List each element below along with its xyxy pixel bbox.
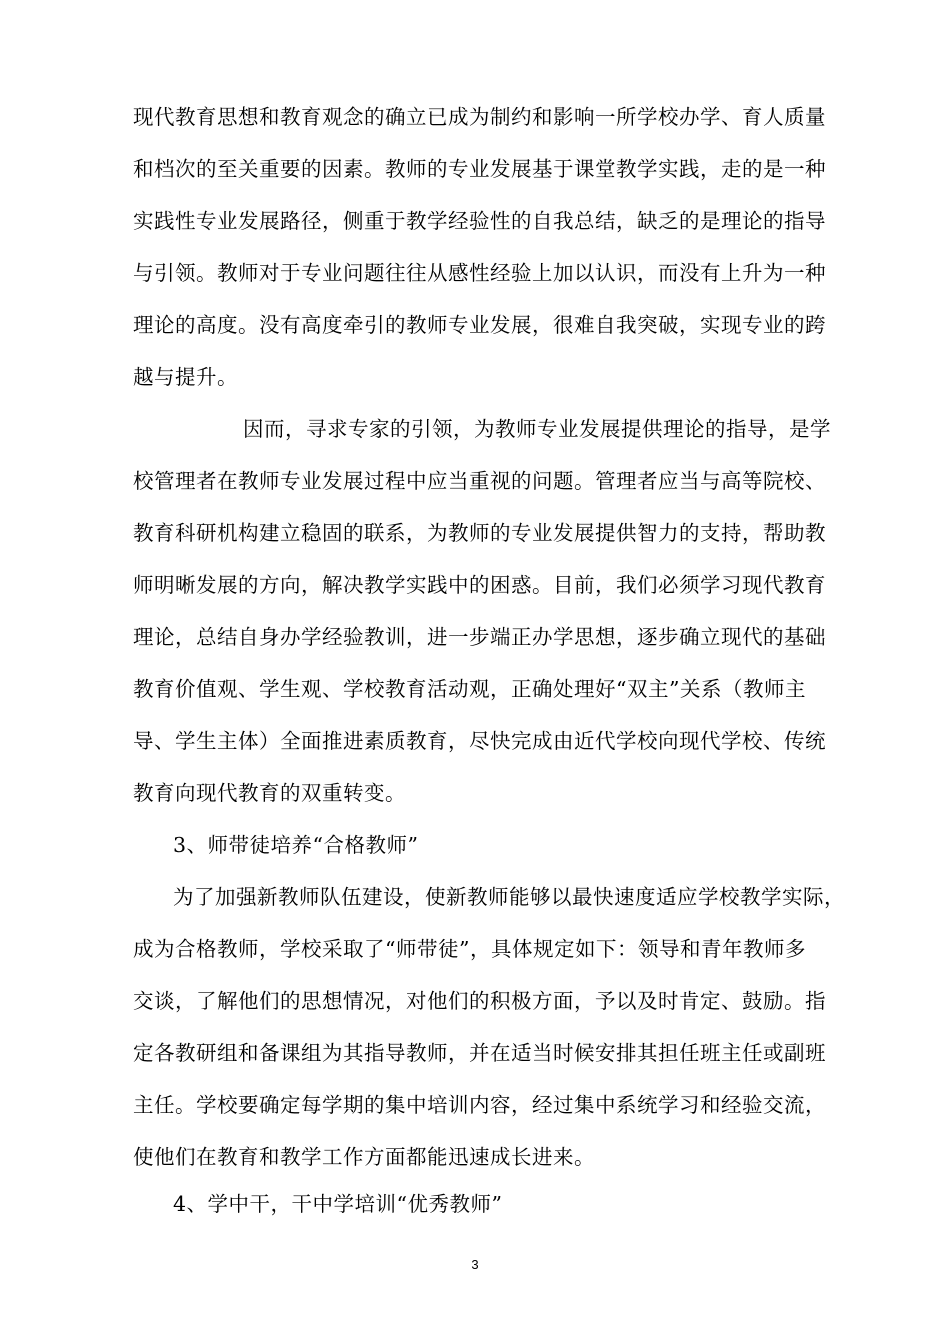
paragraph-line: 教育向现代教育的双重转变。 — [133, 781, 406, 805]
paragraph-line: 成为合格教师，学校采取了“师带徒”，具体规定如下：领导和青年教师多 — [133, 937, 806, 961]
paragraph-line: 主任。学校要确定每学期的集中培训内容，经过集中系统学习和经验交流， — [133, 1093, 826, 1117]
paragraph-line: 使他们在教育和教学工作方面都能迅速成长进来。 — [133, 1145, 595, 1169]
paragraph-line: 教育科研机构建立稳固的联系，为教师的专业发展提供智力的支持，帮助教 — [133, 521, 826, 545]
paragraph-line: 理论的高度。没有高度牵引的教师专业发展，很难自我突破，实现专业的跨 — [133, 313, 826, 337]
paragraph-line: 越与提升。 — [133, 365, 238, 389]
section-heading: 3、师带徒培养“合格教师” — [173, 833, 419, 857]
paragraph-line: 和档次的至关重要的因素。教师的专业发展基于课堂教学实践，走的是一种 — [133, 157, 826, 181]
paragraph-line: 为了加强新教师队伍建设，使新教师能够以最快速度适应学校教学实际， — [173, 885, 845, 909]
paragraph-line: 现代教育思想和教育观念的确立已成为制约和影响一所学校办学、育人质量 — [133, 105, 826, 129]
page-number: 3 — [471, 1257, 479, 1272]
paragraph-line: 校管理者在教师专业发展过程中应当重视的问题。管理者应当与高等院校、 — [133, 469, 826, 493]
paragraph-line: 因而，寻求专家的引领，为教师专业发展提供理论的指导，是学 — [243, 417, 831, 441]
paragraph-line: 理论，总结自身办学经验教训，进一步端正办学思想，逐步确立现代的基础 — [133, 625, 826, 649]
paragraph-line: 交谈，了解他们的思想情况，对他们的积极方面，予以及时肯定、鼓励。指 — [133, 989, 826, 1013]
section-heading: 4、学中干，干中学培训“优秀教师” — [173, 1192, 503, 1216]
paragraph-line: 师明晰发展的方向，解决教学实践中的困惑。目前，我们必须学习现代教育 — [133, 573, 826, 597]
paragraph-line: 定各教研组和备课组为其指导教师，并在适当时候安排其担任班主任或副班 — [133, 1041, 826, 1065]
paragraph-line: 教育价值观、学生观、学校教育活动观，正确处理好“双主”关系（教师主 — [133, 677, 806, 701]
paragraph-line: 实践性专业发展路径，侧重于教学经验性的自我总结，缺乏的是理论的指导 — [133, 209, 826, 233]
paragraph-line: 导、学生主体）全面推进素质教育，尽快完成由近代学校向现代学校、传统 — [133, 729, 826, 753]
paragraph-line: 与引领。教师对于专业问题往往从感性经验上加以认识，而没有上升为一种 — [133, 261, 826, 285]
